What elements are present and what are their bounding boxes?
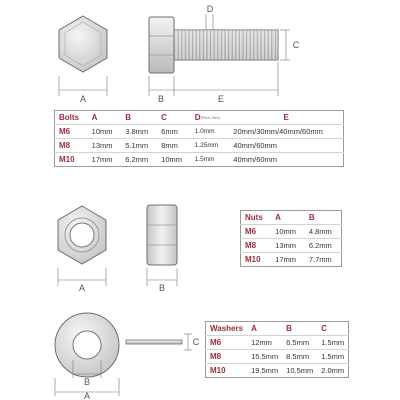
washers-header-a: A bbox=[251, 324, 257, 333]
nut-top-view bbox=[58, 206, 106, 264]
nut-label-b: B bbox=[158, 283, 166, 293]
bolt-e: 40mm/60mm bbox=[229, 153, 343, 167]
bolt-label-b: B bbox=[157, 94, 165, 104]
bolts-table-header bbox=[55, 111, 344, 125]
bolt-c: 8mm bbox=[157, 139, 191, 153]
bolts-header-a: A bbox=[91, 113, 98, 122]
bolt-label-d: D bbox=[206, 4, 214, 14]
bolts-header-d-letter: D bbox=[194, 113, 201, 122]
nut-a: 17mm bbox=[271, 253, 305, 267]
table-row bbox=[55, 153, 344, 167]
bolt-side-view bbox=[149, 17, 278, 73]
nut-a: 10mm bbox=[271, 225, 305, 239]
table-row bbox=[241, 239, 342, 253]
bolt-label-a: A bbox=[79, 94, 87, 104]
bolts-header-b: B bbox=[125, 113, 131, 122]
washer-size: M10 bbox=[206, 364, 248, 378]
washers-table bbox=[205, 321, 349, 378]
nut-a: 13mm bbox=[271, 239, 305, 253]
washer-size: M6 bbox=[206, 336, 248, 350]
nut-size: M6 bbox=[241, 225, 272, 239]
nut-size: M8 bbox=[241, 239, 272, 253]
nuts-header-b: B bbox=[308, 213, 315, 222]
table-row bbox=[241, 225, 342, 239]
bolt-label-c: C bbox=[292, 40, 300, 50]
bolts-header-size: Bolts bbox=[59, 113, 79, 122]
bolt-size: M6 bbox=[55, 125, 88, 139]
washers-header-size: Washers bbox=[210, 324, 244, 333]
washer-a: 19.5mm bbox=[247, 364, 282, 378]
nut-b: 4.8mm bbox=[305, 225, 342, 239]
washer-b: 6.5mm bbox=[282, 336, 317, 350]
pitch-size-note: (Pitch Size) bbox=[200, 115, 220, 120]
nut-b: 7.7mm bbox=[305, 253, 342, 267]
bolt-c: 10mm bbox=[157, 153, 191, 167]
table-row bbox=[206, 350, 349, 364]
bolt-d: 1.0mm bbox=[191, 125, 230, 139]
washer-b: 10.5mm bbox=[282, 364, 317, 378]
washer-c: 1.5mm bbox=[317, 350, 348, 364]
bolts-header-c: C bbox=[161, 113, 167, 122]
washer-size: M8 bbox=[206, 350, 248, 364]
nut-label-a: A bbox=[78, 283, 86, 293]
washer-c: 1.5mm bbox=[317, 336, 348, 350]
bolt-b: 6.2mm bbox=[121, 153, 157, 167]
bolt-c: 6mm bbox=[157, 125, 191, 139]
washers-header-b: B bbox=[286, 324, 292, 333]
washer-a: 15.5mm bbox=[247, 350, 282, 364]
bolt-e: 20mm/30mm/40mm/60mm bbox=[229, 125, 343, 139]
bolts-header-e: E bbox=[283, 113, 289, 122]
nut-b: 6.2mm bbox=[305, 239, 342, 253]
washers-table-header bbox=[206, 322, 349, 336]
table-row bbox=[206, 364, 349, 378]
table-row bbox=[206, 336, 349, 350]
washer-b: 8.5mm bbox=[282, 350, 317, 364]
washer-label-b: B bbox=[83, 377, 91, 387]
bolt-d: 1.5mm bbox=[191, 153, 230, 167]
bolt-b: 5.1mm bbox=[121, 139, 157, 153]
nut-side-view bbox=[147, 205, 177, 265]
bolts-header-d bbox=[191, 111, 230, 125]
nuts-header-a: A bbox=[275, 213, 281, 222]
table-row bbox=[55, 139, 344, 153]
bolt-a: 10mm bbox=[88, 125, 122, 139]
washer-a: 12mm bbox=[247, 336, 282, 350]
table-row bbox=[241, 253, 342, 267]
bolt-label-e: E bbox=[217, 94, 225, 104]
bolt-b: 3.8mm bbox=[121, 125, 157, 139]
bolt-d: 1.25mm bbox=[191, 139, 230, 153]
washers-header-c: C bbox=[321, 324, 328, 333]
bolt-size: M8 bbox=[55, 139, 88, 153]
washer-label-a: A bbox=[83, 391, 91, 400]
bolt-a: 13mm bbox=[88, 139, 122, 153]
nuts-table bbox=[240, 210, 342, 267]
washer-label-c: C bbox=[192, 337, 200, 347]
nuts-table-header bbox=[241, 211, 342, 225]
nuts-header-size: Nuts bbox=[245, 213, 263, 222]
bolt-head-top-view bbox=[59, 16, 107, 72]
bolt-e: 40mm/60mm bbox=[229, 139, 343, 153]
bolt-a: 17mm bbox=[88, 153, 122, 167]
bolts-table bbox=[54, 110, 344, 167]
table-row bbox=[55, 125, 344, 139]
washer-c: 2.0mm bbox=[317, 364, 348, 378]
nut-size: M10 bbox=[241, 253, 272, 267]
washer-top-view bbox=[55, 313, 119, 377]
washer-side-view bbox=[126, 340, 182, 344]
bolt-size: M10 bbox=[55, 153, 88, 167]
